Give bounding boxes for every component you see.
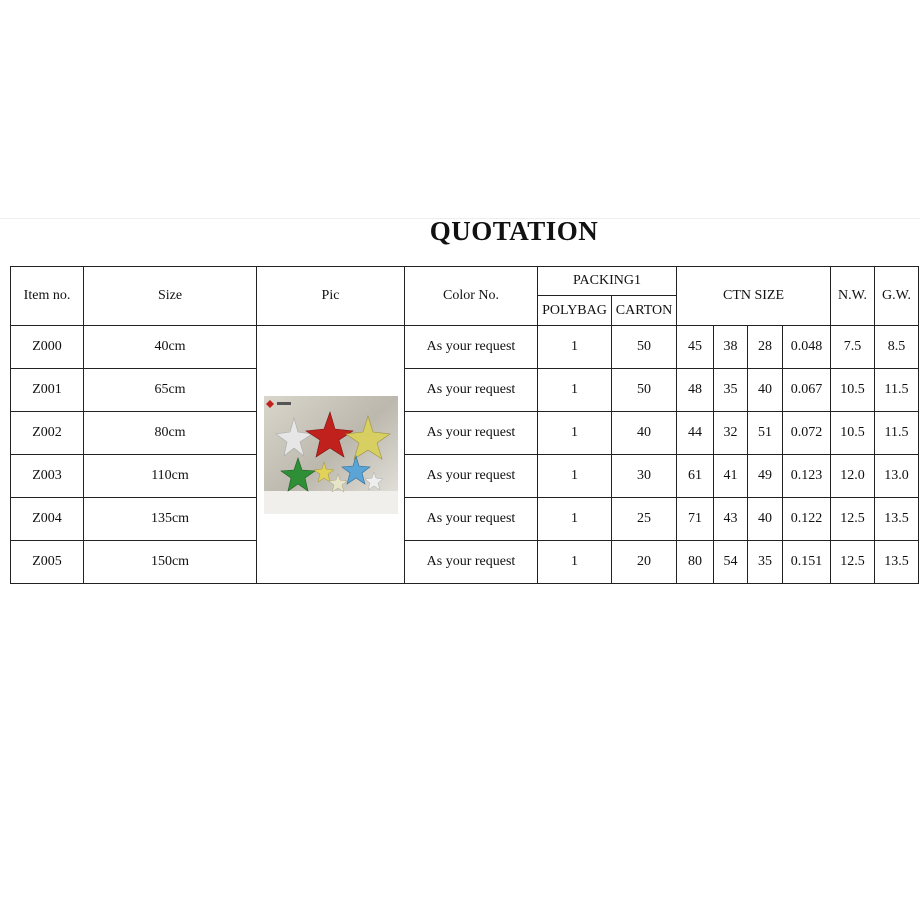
nw-cell: 12.5 — [831, 541, 875, 584]
header-packing: PACKING1 — [538, 267, 677, 296]
ctn-width-cell: 43 — [714, 498, 748, 541]
ctn-height-cell: 40 — [748, 369, 783, 412]
nw-cell: 12.0 — [831, 455, 875, 498]
ctn-width-cell: 32 — [714, 412, 748, 455]
nw-cell: 10.5 — [831, 369, 875, 412]
table-row — [11, 326, 919, 369]
ctn-length-cell: 44 — [677, 412, 714, 455]
color-cell: As your request — [405, 326, 538, 369]
carton-cell: 50 — [612, 326, 677, 369]
polybag-cell: 1 — [538, 541, 612, 584]
size-cell: 65cm — [84, 369, 257, 412]
item-no-cell: Z005 — [11, 541, 84, 584]
color-cell: As your request — [405, 498, 538, 541]
item-no-cell: Z002 — [11, 412, 84, 455]
table-row — [11, 369, 919, 412]
size-cell: 150cm — [84, 541, 257, 584]
table-row — [11, 412, 919, 455]
ctn-height-cell: 35 — [748, 541, 783, 584]
header-polybag: POLYBAG — [538, 296, 612, 326]
carton-cell: 30 — [612, 455, 677, 498]
item-no-cell: Z000 — [11, 326, 84, 369]
color-cell: As your request — [405, 541, 538, 584]
nw-cell: 12.5 — [831, 498, 875, 541]
page-title: QUOTATION — [429, 216, 599, 246]
ctn-width-cell: 41 — [714, 455, 748, 498]
ctn-length-cell: 61 — [677, 455, 714, 498]
item-no-cell: Z004 — [11, 498, 84, 541]
header-ctn-size: CTN SIZE — [677, 267, 831, 326]
header-item-no: Item no. — [11, 267, 84, 326]
polybag-cell: 1 — [538, 455, 612, 498]
item-no-cell: Z003 — [11, 455, 84, 498]
ctn-cbm-cell: 0.123 — [783, 455, 831, 498]
nw-cell: 10.5 — [831, 412, 875, 455]
ctn-height-cell: 28 — [748, 326, 783, 369]
ctn-height-cell: 49 — [748, 455, 783, 498]
ctn-cbm-cell: 0.122 — [783, 498, 831, 541]
nw-cell: 7.5 — [831, 326, 875, 369]
carton-cell: 25 — [612, 498, 677, 541]
ctn-cbm-cell: 0.072 — [783, 412, 831, 455]
gw-cell: 13.5 — [875, 498, 919, 541]
carton-cell: 50 — [612, 369, 677, 412]
header-color-no: Color No. — [405, 267, 538, 326]
size-cell: 80cm — [84, 412, 257, 455]
header-row — [11, 267, 919, 296]
table-row — [11, 455, 919, 498]
table-row — [11, 498, 919, 541]
ctn-height-cell: 51 — [748, 412, 783, 455]
color-cell: As your request — [405, 369, 538, 412]
polybag-cell: 1 — [538, 498, 612, 541]
ctn-width-cell: 35 — [714, 369, 748, 412]
gw-cell: 8.5 — [875, 326, 919, 369]
header-carton: CARTON — [612, 296, 677, 326]
ctn-length-cell: 80 — [677, 541, 714, 584]
size-cell: 135cm — [84, 498, 257, 541]
color-cell: As your request — [405, 455, 538, 498]
size-cell: 110cm — [84, 455, 257, 498]
gw-cell: 13.5 — [875, 541, 919, 584]
carton-cell: 20 — [612, 541, 677, 584]
carton-cell: 40 — [612, 412, 677, 455]
polybag-cell: 1 — [538, 326, 612, 369]
ctn-width-cell: 38 — [714, 326, 748, 369]
gw-cell: 13.0 — [875, 455, 919, 498]
ctn-cbm-cell: 0.067 — [783, 369, 831, 412]
polybag-cell: 1 — [538, 412, 612, 455]
header-size: Size — [84, 267, 257, 326]
ctn-length-cell: 45 — [677, 326, 714, 369]
ctn-cbm-cell: 0.048 — [783, 326, 831, 369]
header-pic: Pic — [257, 267, 405, 326]
ctn-length-cell: 71 — [677, 498, 714, 541]
quotation-table — [10, 266, 919, 584]
gw-cell: 11.5 — [875, 412, 919, 455]
color-cell: As your request — [405, 412, 538, 455]
size-cell: 40cm — [84, 326, 257, 369]
header-gw: G.W. — [875, 267, 919, 326]
stars-product-photo-icon — [264, 396, 398, 514]
ctn-height-cell: 40 — [748, 498, 783, 541]
item-no-cell: Z001 — [11, 369, 84, 412]
gw-cell: 11.5 — [875, 369, 919, 412]
polybag-cell: 1 — [538, 369, 612, 412]
product-photo-cell — [257, 326, 405, 584]
ctn-cbm-cell: 0.151 — [783, 541, 831, 584]
ctn-width-cell: 54 — [714, 541, 748, 584]
header-nw: N.W. — [831, 267, 875, 326]
ctn-length-cell: 48 — [677, 369, 714, 412]
table-row — [11, 541, 919, 584]
